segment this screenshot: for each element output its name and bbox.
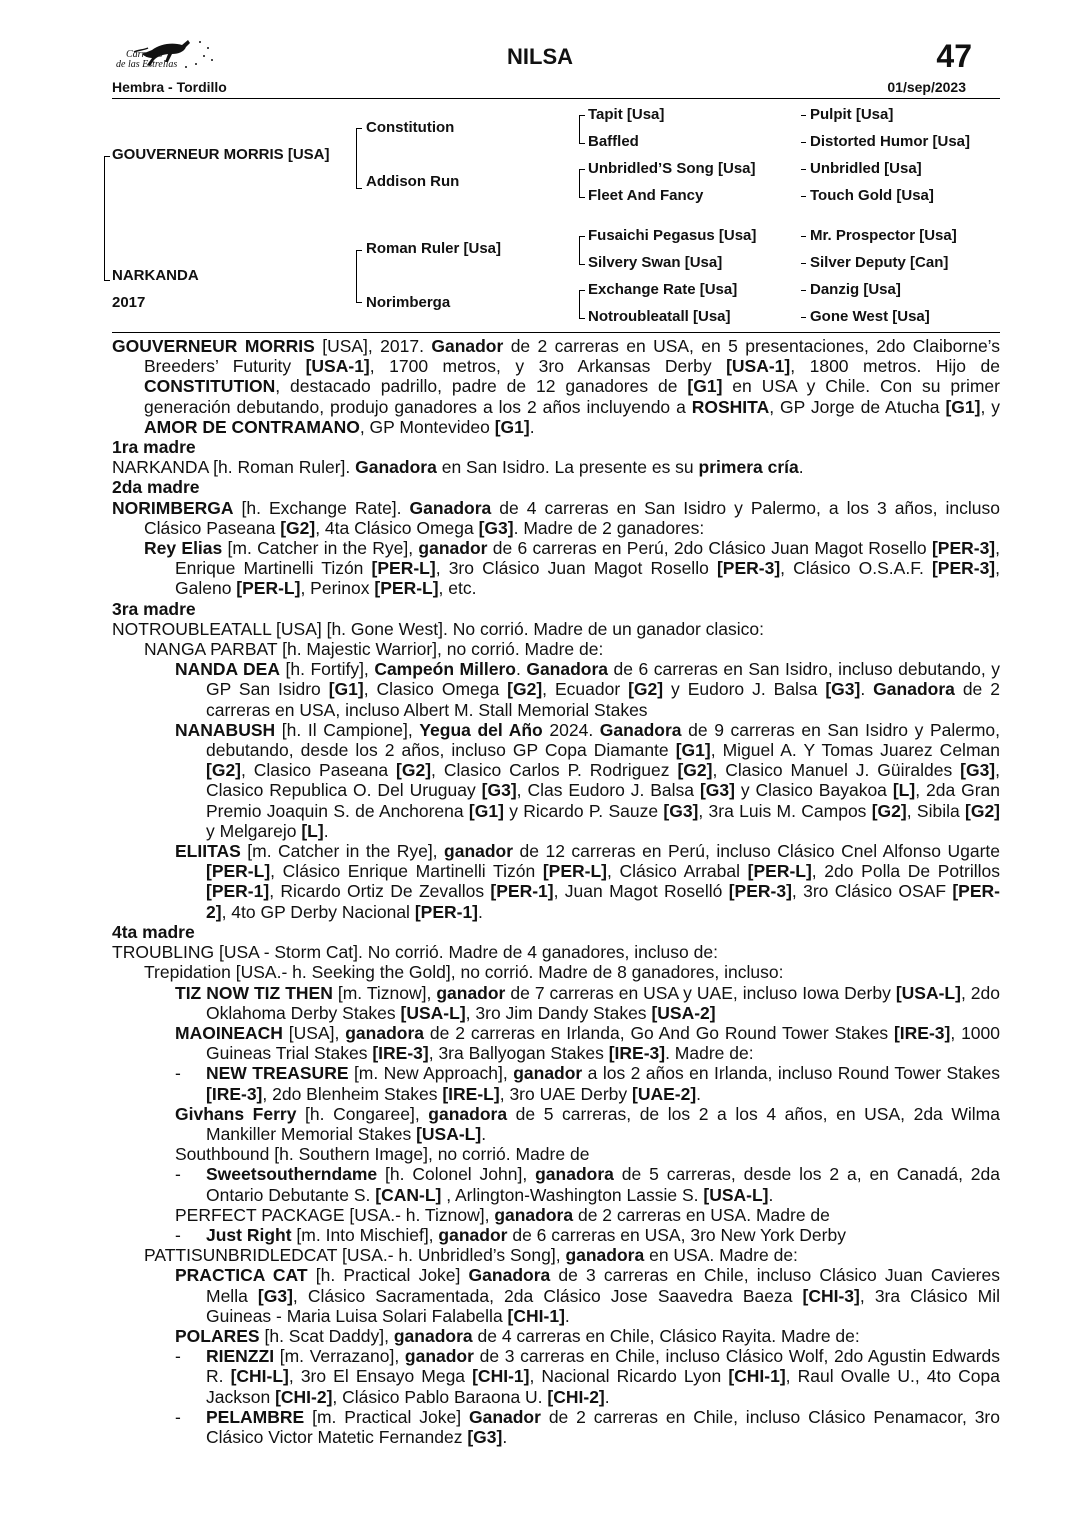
bold-text: [PER-3] bbox=[931, 538, 996, 559]
bold-text: Ganadora bbox=[873, 679, 955, 700]
sale-date: 01/sep/2023 bbox=[887, 79, 966, 95]
bold-text: [G3] bbox=[699, 780, 735, 801]
bold-text: TIZ NOW TIZ THEN bbox=[175, 982, 333, 1003]
bold-text: [L] bbox=[892, 780, 916, 801]
bold-text: [USA-L] bbox=[703, 1184, 769, 1205]
text-run: , 3ra Clásico Mil Guineas - Maria Luisa Solari Falabella bbox=[206, 1285, 1000, 1326]
bold-text: [G2] bbox=[396, 760, 432, 781]
text-run: , etc. bbox=[438, 578, 477, 599]
text-run: NARKANDA [h. Roman Ruler]. bbox=[112, 457, 356, 478]
family-entry bbox=[112, 1104, 1000, 1144]
bold-text: [G2] bbox=[677, 760, 713, 781]
bold-text: ganador bbox=[404, 1346, 474, 1367]
pedigree-dss: Fusaichi Pegasus [Usa] bbox=[588, 227, 757, 244]
pedigree-g4-7: Danzig [Usa] bbox=[810, 281, 901, 298]
pedigree-ds: Roman Ruler [Usa] bbox=[366, 240, 502, 257]
bold-text: [G3] bbox=[825, 679, 861, 700]
text-run: , 3ra Ballyogan Stakes bbox=[428, 1043, 609, 1064]
family-entry bbox=[112, 942, 1000, 962]
text-run: en USA y Chile. Con su primer generación debutando, produjo ganadores a los 2 años incluyendo a bbox=[144, 376, 1000, 417]
section-heading: 2da madre bbox=[112, 477, 200, 498]
text-run: de 4 carreras en Chile, Clásico Rayita. Madre de: bbox=[472, 1325, 860, 1346]
bold-text: Ganadora bbox=[599, 719, 682, 740]
text-run: , 4ta Clásico Omega bbox=[315, 517, 479, 538]
text-run: , Galeno bbox=[175, 558, 1001, 599]
text-run: . bbox=[478, 901, 483, 922]
bold-text: [PER-3] bbox=[716, 558, 781, 579]
bold-text: [IRE-L] bbox=[442, 1083, 500, 1104]
text-run: y Eudoro J. Balsa bbox=[663, 679, 826, 700]
catalog-body bbox=[112, 336, 1000, 1447]
family-entry bbox=[112, 639, 1000, 659]
text-run: . bbox=[604, 1386, 610, 1407]
bold-text: [IRE-3] bbox=[893, 1022, 951, 1043]
text-run: , Clásico Sacramentada, 2da Clásico Jose Saavedra Baeza bbox=[292, 1285, 803, 1306]
pedigree-g4-1: Pulpit [Usa] bbox=[810, 106, 894, 123]
text-run: . bbox=[323, 820, 329, 841]
bold-text: ganadora bbox=[565, 1245, 645, 1266]
bold-text: ganador bbox=[418, 538, 488, 559]
bold-text: ELIITAS bbox=[175, 841, 241, 862]
text-run: [h. Fortify], bbox=[280, 659, 375, 680]
pedigree-dash bbox=[801, 263, 806, 264]
text-run: PERFECT PACKAGE [USA.- h. Tiznow], bbox=[175, 1204, 495, 1225]
family-entry bbox=[112, 1144, 1000, 1164]
text-run: de 2 carreras en USA, en 5 presentaciones, 2do Claiborne’s Breeders’ Futurity bbox=[144, 336, 1001, 377]
bold-text: [PER-3] bbox=[931, 558, 996, 579]
text-run: . bbox=[768, 1184, 774, 1205]
pedigree-ssd: Baffled bbox=[588, 133, 639, 150]
bold-text: primera cría bbox=[698, 457, 799, 478]
bold-text: [G1] bbox=[675, 740, 711, 761]
pedigree-dash bbox=[801, 290, 806, 291]
bold-text: Sweetsoutherndame bbox=[206, 1164, 378, 1185]
header-divider bbox=[112, 98, 1000, 99]
bold-text: [L] bbox=[301, 820, 324, 841]
text-run: [m. Tiznow], bbox=[332, 982, 437, 1003]
bold-text: [CHI-2] bbox=[275, 1386, 333, 1407]
text-run: , Enrique Martinelli Tizón bbox=[175, 538, 1001, 579]
pedigree-g4-6: Silver Deputy [Can] bbox=[810, 254, 949, 271]
bold-text: [PER-L] bbox=[206, 861, 271, 882]
section-heading: 1ra madre bbox=[112, 437, 196, 458]
pedigree-dash bbox=[801, 142, 806, 143]
text-run: [m. Into Mischief], bbox=[291, 1224, 439, 1245]
bold-text: Ganadora bbox=[526, 659, 609, 680]
text-run: , Clasico Carlos P. Rodriguez bbox=[431, 760, 678, 781]
bold-text: [CHI-1] bbox=[728, 1366, 786, 1387]
text-run: y Melgarejo bbox=[206, 820, 302, 841]
bold-text: ganadora bbox=[393, 1325, 473, 1346]
bold-text: [USA-1] bbox=[726, 356, 791, 377]
family-entry bbox=[112, 1164, 1000, 1204]
text-run: [m. Catcher in the Rye], bbox=[240, 841, 445, 862]
pedigree-dd: Norimberga bbox=[366, 294, 451, 311]
text-run: . Madre de 2 ganadores: bbox=[513, 517, 705, 538]
bold-text: [USA-1] bbox=[305, 356, 370, 377]
sex-color: Hembra - Tordillo bbox=[112, 79, 227, 95]
pedigree-bracket bbox=[579, 133, 585, 144]
text-run: , 2do Blenheim Stakes bbox=[262, 1083, 443, 1104]
pedigree-sire: GOUVERNEUR MORRIS [USA] bbox=[112, 146, 330, 163]
family-entry bbox=[112, 1063, 1000, 1103]
bold-text: ganadora bbox=[428, 1103, 508, 1124]
bold-text: [PER-2] bbox=[206, 881, 1000, 922]
text-run: , GP Jorge de Atucha bbox=[769, 396, 946, 417]
bold-text: [USA-L] bbox=[895, 982, 961, 1003]
bold-text: [CHI-1] bbox=[472, 1366, 530, 1387]
bold-text: [PER-L] bbox=[236, 578, 301, 599]
text-run: [h. Exchange Rate]. bbox=[233, 497, 410, 518]
text-run: , 2do Polla De Potrillos bbox=[811, 861, 1000, 882]
bold-text: [IRE-3] bbox=[206, 1083, 263, 1104]
text-run: de 5 carreras, de los 2 a los 4 años, en USA, 2da Wilma Mankiller Memorial Stakes bbox=[206, 1103, 1000, 1144]
pedigree-sss: Tapit [Usa] bbox=[588, 106, 665, 123]
text-run: . Madre de: bbox=[665, 1043, 754, 1064]
bold-text: POLARES bbox=[175, 1325, 260, 1346]
section-heading: 3ra madre bbox=[112, 598, 196, 619]
text-run: , 1800 metros. Hijo de bbox=[790, 356, 1000, 377]
pedigree-g4-2: Distorted Humor [Usa] bbox=[810, 133, 971, 150]
bold-text: [PER-1] bbox=[490, 881, 554, 902]
family-entry bbox=[112, 1265, 1000, 1326]
text-run: , 3ro El Ensayo Mega bbox=[288, 1366, 473, 1387]
pedigree-g4-5: Mr. Prospector [Usa] bbox=[810, 227, 957, 244]
bold-text: [G2] bbox=[965, 800, 1000, 821]
text-run: , 3ro Clásico Juan Magot Rosello bbox=[435, 558, 717, 579]
text-run: , 3ro Jim Dandy Stakes bbox=[465, 1002, 652, 1023]
pedigree-bracket bbox=[356, 282, 362, 303]
text-run: , Clásico Arrabal bbox=[606, 861, 748, 882]
dash-marker: - bbox=[175, 1164, 181, 1185]
bold-text: Ganador bbox=[468, 1406, 541, 1427]
bold-text: [USA-L] bbox=[416, 1123, 482, 1144]
text-run: NANGA PARBAT [h. Majestic Warrior], no corrió. Madre de: bbox=[144, 639, 604, 660]
bold-text: [CAN-L] bbox=[375, 1184, 442, 1205]
text-run: , Clásico O.S.A.F. bbox=[780, 558, 932, 579]
text-run: , 3ro Clásico OSAF bbox=[791, 881, 953, 902]
text-run: , Clasico Paseana bbox=[241, 760, 397, 781]
horse-name: NILSA bbox=[507, 44, 573, 69]
pedigree-dds: Exchange Rate [Usa] bbox=[588, 281, 738, 298]
family-entry bbox=[112, 457, 1000, 477]
text-run: , Clásico Enrique Martinelli Tizón bbox=[270, 861, 543, 882]
text-run: . bbox=[860, 679, 874, 700]
text-run: . bbox=[515, 659, 527, 680]
text-run: [m. Verrazano], bbox=[274, 1346, 405, 1367]
text-run: , Sibila bbox=[906, 800, 965, 821]
bold-text: [G3] bbox=[960, 760, 996, 781]
bold-text: [G3] bbox=[478, 517, 514, 538]
text-run: [h. Il Campione], bbox=[275, 719, 420, 740]
bold-text: [G2] bbox=[280, 517, 316, 538]
family-entry bbox=[112, 659, 1000, 720]
text-run: , Clasico Omega bbox=[363, 679, 508, 700]
pedigree-sd: Addison Run bbox=[366, 173, 460, 190]
bold-text: GOUVERNEUR MORRIS bbox=[112, 336, 315, 356]
bold-text: [G1] bbox=[494, 416, 530, 437]
bold-text: MAOINEACH bbox=[175, 1022, 283, 1043]
text-run: de 9 carreras en San Isidro y Palermo, debutando, desde los 2 años, incluso GP Copa Diamante bbox=[206, 719, 1000, 761]
text-run: , Miguel A. Y Tomas Juarez Celman bbox=[710, 740, 1000, 761]
text-run: en San Isidro. La presente es su bbox=[436, 457, 699, 478]
family-entry bbox=[112, 1205, 1000, 1225]
lot-number: 47 bbox=[936, 38, 972, 74]
text-run: , 3ra Luis M. Campos bbox=[698, 800, 872, 821]
text-run: [USA], 2017. bbox=[314, 336, 432, 356]
bold-text: [IRE-3] bbox=[608, 1043, 666, 1064]
text-run: , Arlington-Washington Lassie S. bbox=[441, 1184, 704, 1205]
text-run: TROUBLING [USA - Storm Cat]. No corrió. Madre de 4 ganadores, incluso de: bbox=[112, 942, 718, 963]
bold-text: [G1] bbox=[945, 396, 981, 417]
bold-text: NANDA DEA bbox=[175, 659, 280, 680]
bold-text: RIENZZI bbox=[206, 1346, 275, 1367]
family-entry bbox=[112, 1023, 1000, 1063]
bold-text: [G2] bbox=[206, 760, 241, 781]
pedigree-bracket bbox=[579, 308, 585, 319]
text-run: , 3ro UAE Derby bbox=[499, 1083, 632, 1104]
text-run: y Ricardo P. Sauze bbox=[503, 800, 664, 821]
pedigree-ss: Constitution bbox=[366, 119, 455, 136]
bold-text: ganador bbox=[444, 841, 514, 862]
pedigree-dash bbox=[801, 236, 806, 237]
text-run: de 5 carreras, desde los 2 a, en Canadá, 2da Ontario Debutante S. bbox=[206, 1164, 1001, 1205]
bold-text: [USA-2] bbox=[651, 1002, 716, 1023]
text-run: . bbox=[798, 457, 804, 478]
text-run: de 6 carreras en Perú, 2do Clásico Juan Magot Rosello bbox=[487, 538, 932, 559]
family-entry bbox=[112, 1407, 1000, 1447]
bold-text: [CHI-L] bbox=[230, 1366, 289, 1387]
dash-marker: - bbox=[175, 1346, 181, 1367]
section-heading: 4ta madre bbox=[112, 921, 195, 942]
family-entry bbox=[112, 983, 1000, 1023]
text-run: , Perinox bbox=[300, 578, 375, 599]
bold-text: [G1] bbox=[687, 376, 723, 397]
dash-marker: - bbox=[175, 1063, 181, 1084]
family-entry bbox=[112, 962, 1000, 982]
bold-text: [PER-1] bbox=[206, 881, 270, 902]
bold-text: [G3] bbox=[663, 800, 699, 821]
pedigree-sdd: Fleet And Fancy bbox=[588, 187, 704, 204]
text-run: , Ecuador bbox=[542, 679, 629, 700]
text-run: , GP Montevideo bbox=[359, 416, 495, 437]
bold-text: [G2] bbox=[871, 800, 907, 821]
text-run: de 12 carreras en Perú, incluso Clásico Cnel Alfonso Ugarte bbox=[513, 841, 1000, 862]
bold-text: [CHI-1] bbox=[507, 1305, 565, 1326]
bold-text: Just Right bbox=[206, 1224, 292, 1245]
family-entry bbox=[112, 720, 1000, 841]
bold-text: [CHI-2] bbox=[547, 1386, 605, 1407]
bold-text: NORIMBERGA bbox=[112, 497, 234, 518]
bold-text: ganador bbox=[436, 982, 506, 1003]
bold-text: [G3] bbox=[257, 1285, 293, 1306]
pedigree-dam: NARKANDA bbox=[112, 267, 199, 284]
logo-line-1: Carreras bbox=[126, 49, 163, 60]
bold-text: [USA-L] bbox=[400, 1002, 466, 1023]
bold-text: Campeón Millero bbox=[374, 659, 516, 680]
dash-marker: - bbox=[175, 1224, 181, 1245]
pedigree-dash bbox=[801, 169, 806, 170]
bold-text: [G3] bbox=[481, 780, 517, 801]
pedigree-bracket bbox=[579, 187, 585, 198]
text-run: de 2 carreras en USA. Madre de bbox=[573, 1204, 830, 1225]
text-run: , y bbox=[980, 396, 1000, 417]
text-run: [m. Catcher in the Rye], bbox=[222, 538, 419, 559]
text-run: . bbox=[481, 1123, 487, 1144]
sire-paragraph bbox=[112, 336, 1000, 437]
text-run: , Clasico Republica O. Del Uruguay bbox=[206, 760, 1000, 801]
text-run: , 2da Gran Premio Joaquin S. de Anchorena bbox=[206, 780, 1000, 821]
text-run: en USA. Madre de: bbox=[644, 1245, 798, 1266]
bold-text: [PER-L] bbox=[542, 861, 607, 882]
text-run: [h. Practical Joke] bbox=[307, 1265, 469, 1286]
bold-text: Yegua del Año bbox=[419, 719, 543, 740]
bold-text: Ganadora bbox=[468, 1265, 551, 1286]
text-run: [h. Congaree], bbox=[296, 1103, 429, 1124]
bold-text: [PER-L] bbox=[747, 861, 812, 882]
bold-text: [PER-3] bbox=[728, 881, 792, 902]
text-run: [m. New Approach], bbox=[348, 1063, 514, 1084]
pedigree-ddd: Notroubleatall [Usa] bbox=[588, 308, 731, 325]
bold-text: PRACTICA CAT bbox=[175, 1265, 308, 1286]
bold-text: [UAE-2] bbox=[632, 1083, 697, 1104]
pedigree-g4-8: Gone West [Usa] bbox=[810, 308, 930, 325]
bold-text: ganador bbox=[513, 1063, 583, 1084]
text-run: , 1000 Guineas Trial Stakes bbox=[206, 1022, 1001, 1064]
pedigree-dash bbox=[801, 196, 806, 197]
text-run: 2024. bbox=[542, 719, 600, 740]
text-run: [h. Scat Daddy], bbox=[259, 1325, 394, 1346]
bold-text: [G2] bbox=[507, 679, 543, 700]
bold-text: [IRE-3] bbox=[372, 1043, 429, 1064]
pedigree-g4-3: Unbridled [Usa] bbox=[810, 160, 922, 177]
bold-text: ganadora bbox=[345, 1022, 425, 1043]
pedigree-dash bbox=[801, 317, 806, 318]
text-run: , Raul Ovalle U., 4to Copa Jackson bbox=[206, 1366, 1001, 1407]
bold-text: NANABUSH bbox=[175, 719, 276, 740]
family-entry bbox=[112, 498, 1000, 538]
bold-text: [PER-1] bbox=[414, 901, 479, 922]
text-run: . bbox=[564, 1305, 570, 1326]
text-run: PATTISUNBRIDLEDCAT [USA.- h. Unbridled’s Song], bbox=[144, 1245, 566, 1266]
bold-text: [PER-L] bbox=[371, 558, 436, 579]
text-run: Southbound [h. Southern Image], no corrió. Madre de bbox=[175, 1144, 590, 1165]
bold-text: ganadora bbox=[535, 1164, 614, 1185]
dash-marker: - bbox=[175, 1406, 181, 1427]
text-run: , 1700 metros, y 3ro Arkansas Derby bbox=[369, 356, 727, 377]
family-entry bbox=[112, 538, 1000, 599]
bold-text: ganadora bbox=[494, 1204, 574, 1225]
family-entry bbox=[112, 1326, 1000, 1346]
bold-text: [G2] bbox=[628, 679, 664, 700]
text-run: . bbox=[502, 1426, 508, 1447]
text-run: , Clasico Manuel J. Güiraldes bbox=[712, 760, 961, 781]
text-run: de 6 carreras en San Isidro, incluso debutando, y GP San Isidro bbox=[206, 659, 1000, 700]
family-entry bbox=[112, 1346, 1000, 1407]
text-run: de 6 carreras en USA, 3ro New York Derby bbox=[507, 1224, 846, 1245]
text-run: [h. Colonel John], bbox=[377, 1164, 536, 1185]
bold-text: ganador bbox=[438, 1224, 508, 1245]
pedigree-year: 2017 bbox=[112, 294, 146, 311]
text-run: NOTROUBLEATALL [USA] [h. Gone West]. No corrió. Madre de un ganador clasico: bbox=[112, 618, 764, 639]
text-run: , destacado padrillo, padre de 12 ganadores de bbox=[275, 376, 688, 397]
text-run: [USA], bbox=[282, 1022, 346, 1043]
bold-text: Ganador bbox=[431, 336, 504, 356]
bold-text: Rey Elias bbox=[144, 538, 223, 559]
bold-text: Ganadora bbox=[355, 457, 437, 478]
pedigree-bracket bbox=[356, 170, 362, 189]
text-run: . bbox=[696, 1083, 702, 1104]
pedigree-bracket bbox=[104, 156, 110, 275]
text-run: a los 2 años en Irlanda, incluso Round Tower Stakes bbox=[582, 1063, 1001, 1084]
bold-text: CONSTITUTION bbox=[144, 376, 276, 397]
bold-text: ROSHITA bbox=[691, 396, 770, 417]
text-run: de 2 carreras en Chile, incluso Clásico Penamacor, 3ro Clásico Victor Matetic Fernandez bbox=[206, 1406, 1000, 1447]
text-run: de 3 carreras en Chile, incluso Clásico Wolf, 2do Agustin Edwards R. bbox=[206, 1346, 1001, 1387]
text-run: , Clásico Pablo Baraona U. bbox=[332, 1386, 548, 1407]
text-run: de 2 carreras en Irlanda, Go And Go Round Tower Stakes bbox=[424, 1022, 894, 1043]
pedigree-divider bbox=[112, 332, 1000, 333]
family-entry bbox=[112, 841, 1000, 922]
text-run: de 2 carreras en USA, incluso Albert M. Stall Memorial Stakes bbox=[206, 679, 1000, 720]
pedigree-bracket bbox=[104, 268, 110, 281]
text-run: de 3 carreras en Chile, incluso Clásico Juan Cavieres Mella bbox=[206, 1265, 1000, 1306]
pedigree-sds: Unbridled’S Song [Usa] bbox=[588, 160, 756, 177]
logo-line-2: de las Estrellas bbox=[116, 59, 178, 70]
family-entry bbox=[112, 1225, 1000, 1245]
bold-text: Ganadora bbox=[409, 497, 492, 518]
bold-text: [G3] bbox=[467, 1426, 503, 1447]
text-run: Trepidation [USA.- h. Seeking the Gold], no corrió. Madre de 8 ganadores, incluso: bbox=[144, 962, 784, 983]
text-run: , 2do Oklahoma Derby Stakes bbox=[206, 982, 1001, 1023]
pedigree-dsd: Silvery Swan [Usa] bbox=[588, 254, 723, 271]
pedigree-dash bbox=[801, 115, 806, 116]
text-run: [m. Practical Joke] bbox=[304, 1406, 469, 1427]
bold-text: AMOR DE CONTRAMANO bbox=[144, 416, 360, 437]
text-run: de 4 carreras en San Isidro y Palermo, a los 3 años, incluso Clásico Paseana bbox=[144, 497, 1000, 538]
pedigree-bracket bbox=[579, 254, 585, 265]
bold-text: [G1] bbox=[468, 800, 504, 821]
bold-text: PELAMBRE bbox=[206, 1406, 305, 1427]
bold-text: [PER-L] bbox=[374, 578, 439, 599]
text-run: , Clas Eudoro J. Balsa bbox=[516, 780, 700, 801]
text-run: , 4to GP Derby Nacional bbox=[221, 901, 415, 922]
text-run: . bbox=[529, 416, 535, 437]
bold-text: [CHI-3] bbox=[802, 1285, 860, 1306]
pedigree-g4-4: Touch Gold [Usa] bbox=[810, 187, 934, 204]
text-run: y Clasico Bayakoa bbox=[734, 780, 893, 801]
text-run: de 7 carreras en USA y UAE, incluso Iowa Derby bbox=[505, 982, 896, 1003]
bold-text: Givhans Ferry bbox=[175, 1103, 297, 1124]
text-run: , Juan Magot Roselló bbox=[553, 881, 729, 902]
family-sections bbox=[112, 437, 1000, 1447]
family-entry bbox=[112, 619, 1000, 639]
text-run: , Ricardo Ortiz De Zevallos bbox=[269, 881, 491, 902]
text-run: , Nacional Ricardo Lyon bbox=[529, 1366, 729, 1387]
family-entry bbox=[112, 1245, 1000, 1265]
bold-text: [G1] bbox=[328, 679, 364, 700]
bold-text: NEW TREASURE bbox=[206, 1063, 349, 1084]
